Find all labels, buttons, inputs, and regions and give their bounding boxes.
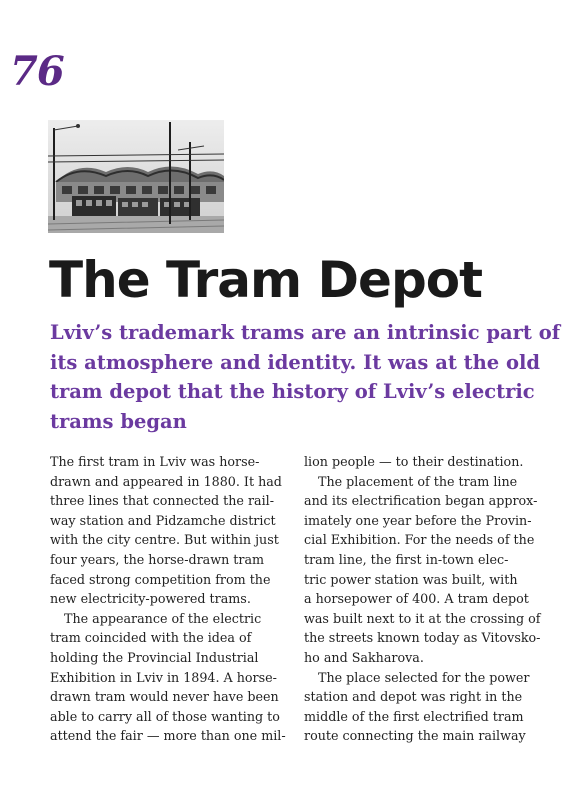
body-line: imately one year before the Provin- xyxy=(304,512,532,528)
body-line: was built next to it at the crossing of xyxy=(304,610,541,626)
body-line: way station and Pidzamche district xyxy=(50,512,276,528)
standfirst-line: its atmosphere and identity. It was at the old xyxy=(50,350,541,374)
body-line: attend the fair — more than one mil- xyxy=(50,728,286,744)
body-line: cial Exhibition. For the needs of the xyxy=(304,532,535,548)
body-line: new electricity-powered trams. xyxy=(50,591,251,607)
body-line: drawn tram would never have been xyxy=(50,689,279,705)
body-line: tram coincided with the idea of xyxy=(50,630,252,646)
standfirst-line: tram depot that the history of Lviv’s electric xyxy=(50,380,535,403)
body-line: The place selected for the power xyxy=(318,669,530,685)
body-line: tric power station was built, with xyxy=(304,571,518,587)
standfirst-line: trams began xyxy=(50,409,187,433)
tram-depot-photo xyxy=(48,120,224,233)
body-line: three lines that connected the rail- xyxy=(50,493,274,509)
body-line: and its electrification began approx- xyxy=(304,493,538,509)
body-line: able to carry all of those wanting to xyxy=(50,708,280,724)
body-line: the streets known today as Vitovsko- xyxy=(304,630,541,646)
body-line: middle of the first electrified tram xyxy=(304,708,524,724)
article-title: The Tram Depot xyxy=(49,251,482,309)
standfirst xyxy=(50,318,561,436)
standfirst-line: Lviv’s trademark trams are an intrinsic part of xyxy=(50,321,561,344)
body-line: station and depot was right in the xyxy=(304,689,523,705)
body-line: The placement of the tram line xyxy=(318,473,518,489)
body-line: a horsepower of 400. A tram depot xyxy=(304,591,529,607)
body-line: with the city centre. But within just xyxy=(50,532,279,548)
body-line: route connecting the main railway xyxy=(304,728,526,744)
body-line: ho and Sakharova. xyxy=(304,649,424,665)
body-line: lion people — to their destination. xyxy=(304,454,524,469)
body-line: The appearance of the electric xyxy=(64,610,262,626)
body-line: holding the Provincial Industrial xyxy=(50,649,259,665)
body-column-right xyxy=(304,452,544,746)
body-line: four years, the horse-drawn tram xyxy=(50,551,265,567)
body-line: drawn and appeared in 1880. It had xyxy=(50,473,282,489)
body-line: Exhibition in Lviv in 1894. A horse- xyxy=(50,669,277,685)
body-line: faced strong competition from the xyxy=(50,571,271,587)
body-line: The first tram in Lviv was horse- xyxy=(50,454,260,469)
body-column-left xyxy=(50,452,290,746)
page-number: 76 xyxy=(10,48,64,95)
body-line: tram line, the first in-town elec- xyxy=(304,551,509,567)
